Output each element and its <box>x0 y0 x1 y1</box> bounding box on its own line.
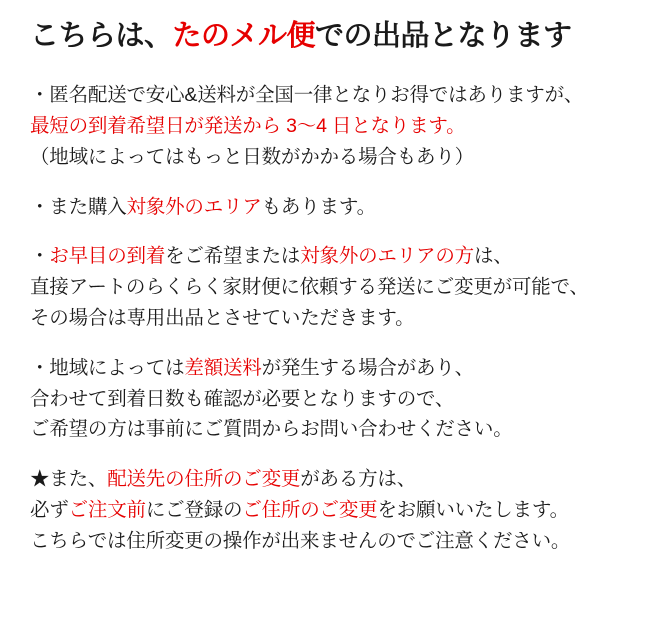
text-segment: 必ず <box>30 499 69 522</box>
title-highlight: たのメル便 <box>172 20 316 52</box>
text-segment: ・ <box>30 245 50 268</box>
text-segment: （地域によってはもっと日数がかかる場合もあり） <box>30 145 474 168</box>
text-segment: ご注文前 <box>68 499 146 522</box>
title-part-1: こちらは、 <box>30 20 173 52</box>
text-line <box>30 192 628 223</box>
text-line <box>30 80 628 111</box>
text-segment: お早目の到着 <box>49 245 166 268</box>
text-line <box>30 495 628 526</box>
page-title <box>30 18 628 54</box>
text-segment: をご希望または <box>165 245 301 268</box>
text-line <box>30 303 628 334</box>
text-segment: にご登録の <box>145 499 243 522</box>
text-segment: 対象外のエリアの方 <box>300 245 474 268</box>
text-segment: その場合は専用出品とさせていただきます。 <box>30 307 415 330</box>
text-segment: ・また購入 <box>30 195 127 218</box>
text-segment: ご住所のご変更 <box>242 499 378 522</box>
text-segment: 配送先の住所のご変更 <box>107 468 301 491</box>
text-segment: 対象外のエリア <box>126 195 262 218</box>
title-part-3: での出品となります <box>315 20 572 52</box>
text-segment: ご希望の方は事前にご質問からお問い合わせください。 <box>30 418 513 441</box>
section-early-arrival <box>30 241 628 333</box>
text-segment: 最短の到着希望日が発送から 3〜4 日となります。 <box>30 115 466 138</box>
text-segment: 直接アートのらくらく家財便に依頼する発送にご変更が可能で、 <box>30 276 589 299</box>
text-line <box>30 142 628 173</box>
text-segment: がある方は、 <box>300 468 417 491</box>
text-segment: が発生する場合があり、 <box>261 356 474 379</box>
text-segment: は、 <box>473 245 513 268</box>
section-extra-shipping-fee <box>30 353 628 445</box>
text-segment: ・匿名配送で安心&送料が全国一律となりお得ではありますが、 <box>30 84 584 107</box>
text-segment: をお願いいたします。 <box>377 499 569 522</box>
text-segment: もあります。 <box>261 195 376 218</box>
text-segment: 合わせて到着日数も確認が必要となりますので、 <box>30 387 455 410</box>
section-excluded-area <box>30 192 628 223</box>
text-segment: こちらでは住所変更の操作が出来ませんのでご注意ください。 <box>30 529 571 552</box>
text-line <box>30 111 628 142</box>
text-line <box>30 353 628 384</box>
text-line <box>30 272 628 303</box>
section-anonymous-shipping <box>30 80 628 172</box>
section-address-change-notice <box>30 464 628 556</box>
text-line <box>30 241 628 272</box>
text-line <box>30 384 628 415</box>
text-segment: ★また、 <box>30 468 108 491</box>
text-segment: 差額送料 <box>184 356 262 379</box>
text-segment: ・地域によっては <box>30 356 185 379</box>
text-line <box>30 414 628 445</box>
text-line <box>30 464 628 495</box>
text-line <box>30 526 628 557</box>
